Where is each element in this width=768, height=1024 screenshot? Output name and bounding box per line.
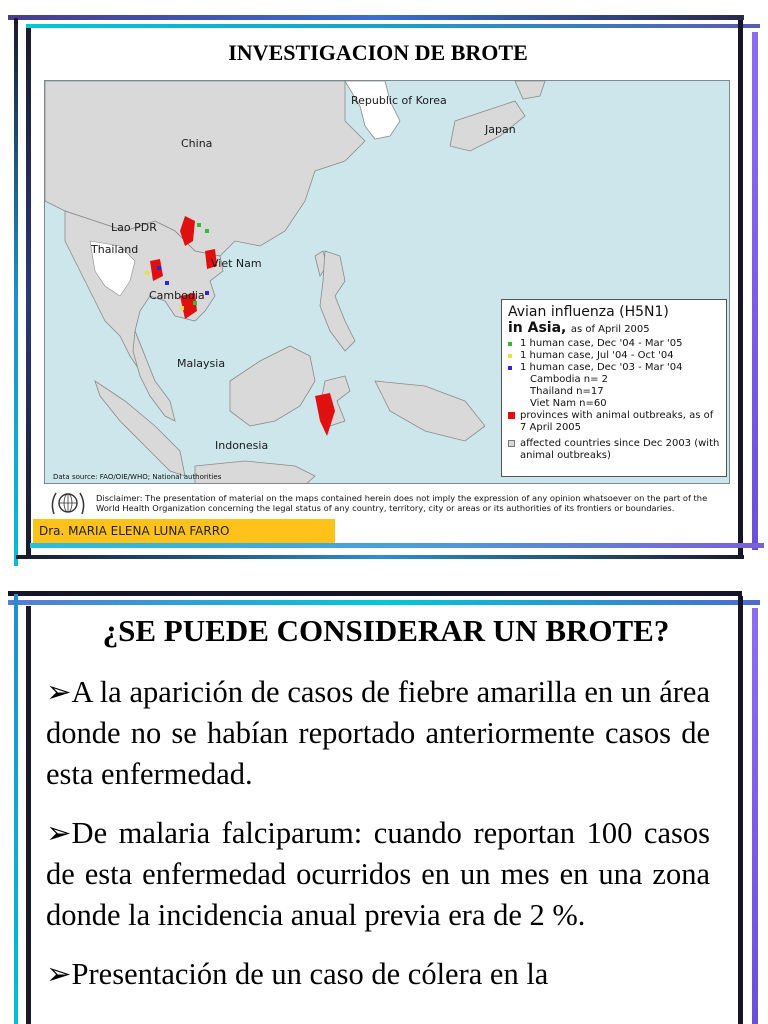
blue-dot-icon [508,366,512,370]
asia-outbreak-map [44,80,730,484]
author-label: Dra. MARIA ELENA LUNA FARRO [33,519,335,543]
map-label-china: China [181,137,213,150]
map-label-indonesia: Indonesia [215,439,269,452]
map-legend [501,299,727,477]
map-label-japan: Japan [485,123,516,136]
legend-count-vietnam: Viet Nam n=60 [530,398,607,409]
map-label-vietnam: Viet Nam [211,257,262,270]
slide2-frame-right [738,596,743,1024]
map-data-source: Data source: FAO/OIE/WHO; National authorities [53,473,222,481]
slide2-frame-top [8,591,742,596]
bullet-fiebre-amarilla: ➢A la aparición de casos de fiebre amarilla en un área donde no se habían reportado anteriormente casos de esta enfermedad. [46,675,710,791]
legend-row-affected: affected countries since Dec 2003 (with animal outbreaks) [508,438,720,462]
legend-title: Avian influenza (H5N1) [508,304,669,320]
red-square-icon [508,412,515,419]
slide1-frame-top-accent [26,24,760,28]
legend-row-blue: 1 human case, Dec '03 - Mar '04 [508,362,720,374]
slide2-title: ¿SE PUEDE CONSIDERAR UN BROTE? [102,613,670,648]
bullet-colera: ➢Presentación de un caso de cólera en la [46,957,549,991]
slide2-frame-right-accent [752,608,758,1024]
yellow-dot-icon [508,354,512,358]
slide1-frame-top [8,15,744,20]
slide2-body [46,672,710,1013]
map-label-korea: Republic of Korea [351,94,447,107]
slide2-frame-top-accent [8,600,760,605]
legend-row-provinces: provinces with animal outbreaks, as of 7 April 2005 [508,410,720,434]
disclaimer-bar [44,486,730,520]
map-label-malaysia: Malaysia [177,357,226,370]
gray-square-icon [508,440,515,447]
slide1-frame-left-inner [26,28,31,558]
legend-subtitle-region: in Asia, [508,320,567,336]
slide1-frame-right [738,20,743,556]
map-label-lao: Lao PDR [111,221,157,234]
legend-row-green: 1 human case, Dec '04 - Mar '05 [508,338,720,350]
map-label-thailand: Thailand [91,243,139,256]
slide1-frame-right-accent [752,32,758,550]
slide1-frame-left [14,18,18,566]
slide1-title: INVESTIGACION DE BROTE [228,40,528,65]
disclaimer-text: Disclaimer: The presentation of material on the maps contained herein does not imply the expression of any opinion whatsoever on the part of the World Health Organization concerning the legal status of any country, territory, city or areas or its authorities of its frontiers or boundaries. [96,493,708,513]
legend-count-cambodia: Cambodia n= 2 [530,374,609,385]
slide1-frame-bottom-accent [30,543,764,548]
slide2-frame-left [14,594,18,1024]
legend-count-thailand: Thailand n=17 [530,386,604,397]
map-label-cambodia: Cambodia [149,289,205,302]
who-logo-icon [48,488,88,518]
legend-subtitle-date: as of April 2005 [570,324,650,335]
slide1-frame-bottom [16,555,744,559]
legend-subtitle [508,320,720,338]
bullet-malaria: ➢De malaria falciparum: cuando reportan 100 casos de esta enfermedad ocurridos en un mes en una zona donde la incidencia anual previa era de 2 %. [46,816,710,932]
slide2-frame-left-inner [26,606,31,1024]
green-dot-icon [508,342,512,346]
legend-row-yellow: 1 human case, Jul '04 - Oct '04 [508,350,720,362]
